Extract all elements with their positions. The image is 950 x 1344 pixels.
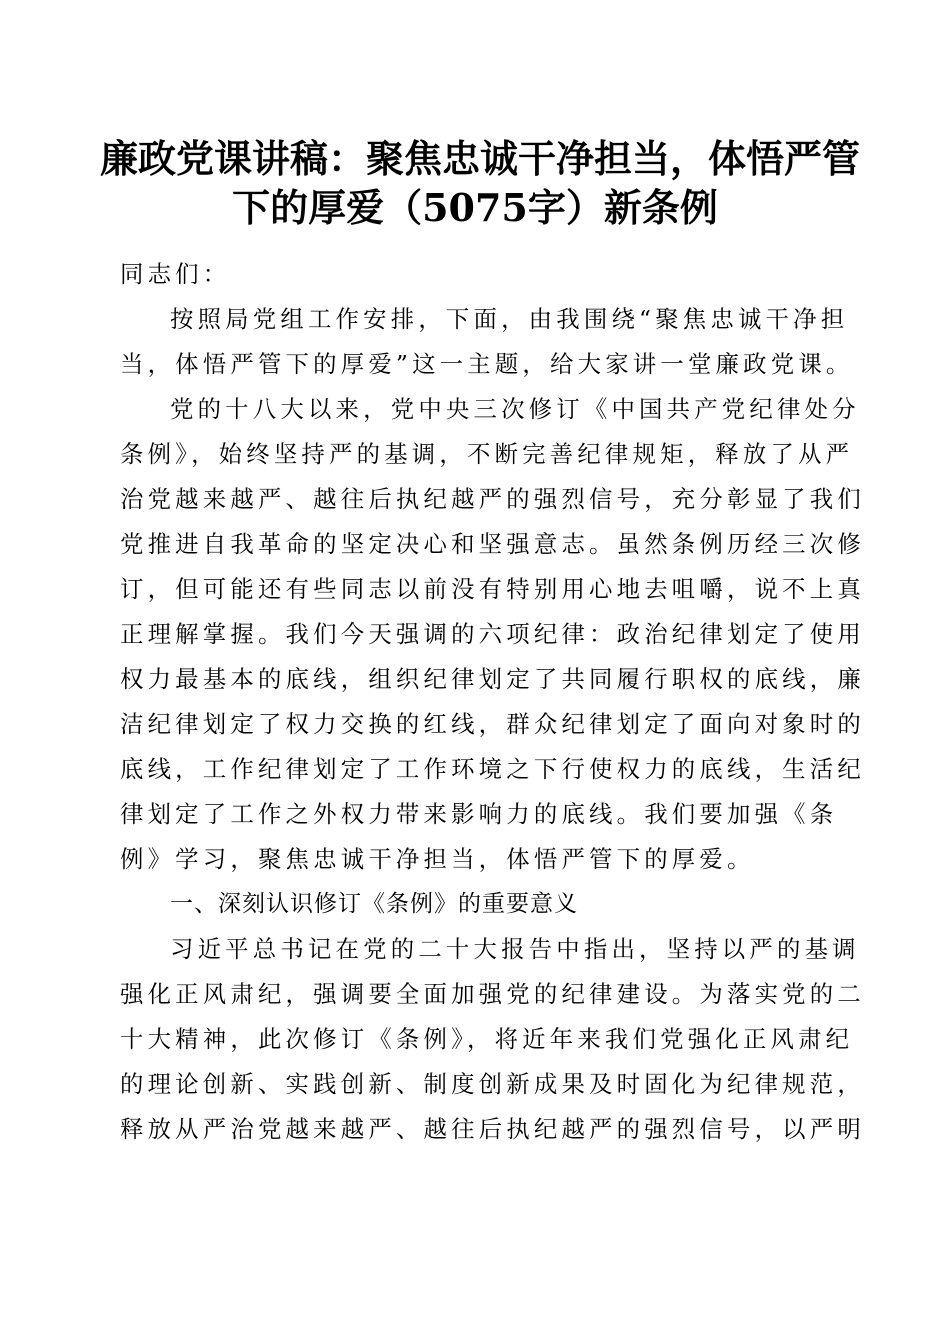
text-line: 订，但可能还有些同志以前没有特别用心地去咀嚼，说不上真 (120, 575, 865, 603)
text-line: 律划定了工作之外权力带来影响力的底线。我们要加强《条 (120, 800, 838, 828)
salutation: 同志们： (120, 260, 231, 288)
text-line: 释放从严治党越来越严、越往后执纪越严的强烈信号，以严明 (120, 1115, 865, 1143)
section-heading: 一、深刻认识修订《条例》的重要意义 (170, 891, 578, 917)
paragraph-intro (120, 297, 854, 387)
text-line: 党的十八大以来，党中央三次修订《中国共产党纪律处分 (170, 395, 860, 423)
text-line: 例》学习，聚焦忠诚干净担当，体悟严管下的厚爱。 (120, 845, 755, 873)
text-line: 党推进自我革命的坚定决心和坚强意志。虽然条例历经三次修 (120, 530, 865, 558)
text-line: 按照局党组工作安排，下面，由我围绕“聚焦忠诚干净担 (170, 305, 849, 333)
text-line: 强化正风肃纪，强调要全面加强党的纪律建设。为落实党的二 (120, 980, 865, 1008)
document-body (120, 252, 865, 1152)
paragraph-section-1 (120, 927, 865, 1152)
text-line: 十大精神，此次修订《条例》，将近年来我们党强化正风肃纪 (120, 1025, 854, 1053)
text-line: 正理解掌握。我们今天强调的六项纪律：政治纪律划定了使用 (120, 620, 865, 648)
title-line-1: 廉政党课讲稿：聚焦忠诚干净担当，体悟严管 (100, 136, 861, 181)
text-line: 治党越来越严、越往后执纪越严的强烈信号，充分彰显了我们 (120, 485, 865, 513)
paragraph-background (120, 387, 865, 882)
text-line: 习近平总书记在党的二十大报告中指出，坚持以严的基调 (170, 935, 860, 963)
text-line: 底线，工作纪律划定了工作环境之下行使权力的底线，生活纪 (120, 755, 865, 783)
title-line-2: 下的厚爱（5075字）新条例 (232, 185, 718, 230)
text-line: 权力最基本的底线，组织纪律划定了共同履行职权的底线，廉 (120, 665, 865, 693)
text-line: 的理论创新、实践创新、制度创新成果及时固化为纪律规范， (120, 1070, 865, 1098)
text-line: 当，体悟严管下的厚爱”这一主题，给大家讲一堂廉政党课。 (120, 350, 854, 378)
document-title (100, 134, 861, 232)
text-line: 洁纪律划定了权力交换的红线，群众纪律划定了面向对象时的 (120, 710, 865, 738)
text-line: 条例》，始终坚持严的基调，不断完善纪律规矩，释放了从严 (120, 440, 854, 468)
